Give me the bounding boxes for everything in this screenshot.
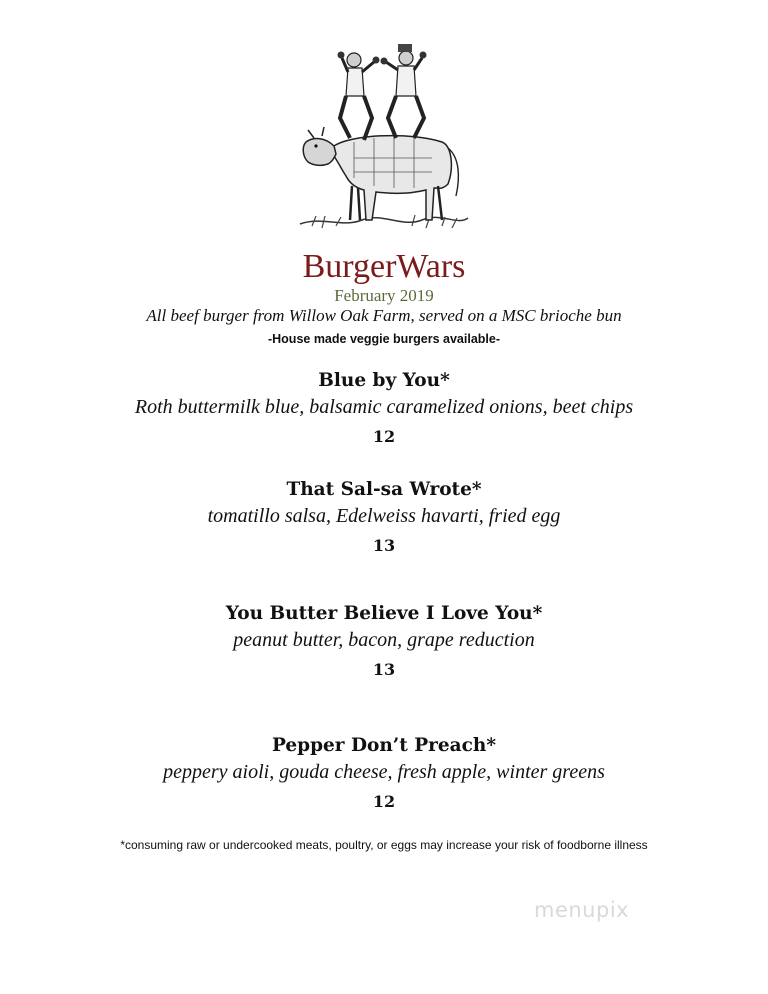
menupix-watermark: menupix bbox=[534, 898, 630, 922]
item-description: peppery aioli, gouda cheese, fresh apple, winter greens bbox=[163, 761, 605, 783]
menu-title: BurgerWars bbox=[302, 248, 466, 285]
item-name: Blue by You* bbox=[318, 370, 450, 391]
menu-date: February 2019 bbox=[334, 286, 434, 305]
item-price: 12 bbox=[372, 792, 396, 811]
menu-item bbox=[0, 601, 768, 681]
menu-item bbox=[0, 477, 768, 557]
menu-intro: All beef burger from Willow Oak Farm, served on a MSC brioche bun bbox=[146, 306, 622, 325]
veggie-note: -House made veggie burgers available- bbox=[267, 332, 501, 346]
item-description: Roth buttermilk blue, balsamic caramelized onions, beet chips bbox=[134, 396, 634, 418]
item-description: peanut butter, bacon, grape reduction bbox=[233, 629, 535, 651]
item-price: 12 bbox=[372, 427, 396, 446]
item-name: Pepper Don’t Preach* bbox=[271, 735, 497, 756]
item-price: 13 bbox=[372, 660, 396, 679]
item-price: 13 bbox=[372, 536, 396, 555]
item-description: tomatillo salsa, Edelweiss havarti, fried egg bbox=[207, 505, 561, 527]
menu-item bbox=[0, 368, 768, 448]
item-name: That Sal-sa Wrote* bbox=[286, 479, 482, 500]
item-name: You Butter Believe I Love You* bbox=[225, 603, 543, 624]
boxers-on-cow-illustration bbox=[292, 38, 472, 234]
menu-item bbox=[0, 733, 768, 813]
food-safety-disclaimer: *consuming raw or undercooked meats, poultry, or eggs may increase your risk of foodborne illness bbox=[120, 838, 648, 852]
